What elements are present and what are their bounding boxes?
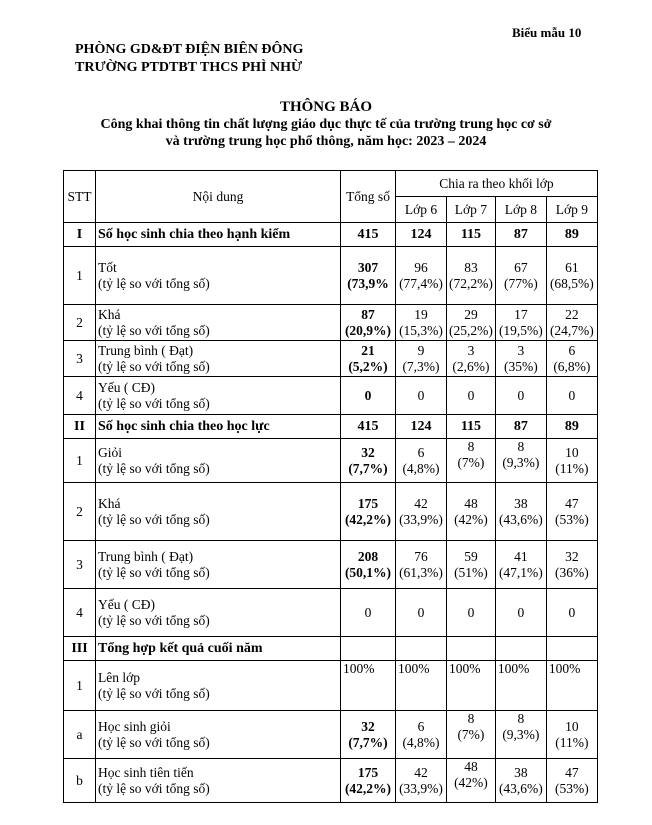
section-g8: 87	[495, 415, 546, 439]
table-row	[64, 377, 598, 415]
department-name: PHÒNG GD&ĐT ĐIỆN BIÊN ĐÔNG	[75, 42, 304, 57]
row-g7: 0	[447, 377, 496, 415]
header-row	[64, 171, 598, 197]
row-label	[96, 541, 341, 589]
g6-value: 9	[417, 342, 425, 358]
document-subtitle-line1: Công khai thông tin chất lượng giáo dục thực tế của trường trung học cơ sở	[100, 117, 552, 132]
row-g9	[546, 439, 597, 483]
row-g8	[495, 439, 546, 483]
ratio-note: (tỷ lệ so với tổng số)	[98, 275, 210, 291]
g8-value: 17	[514, 306, 528, 322]
ratio-note: (tỷ lệ so với tổng số)	[98, 511, 210, 527]
row-label-text: Yếu ( CĐ)	[98, 379, 155, 395]
row-stt: 3	[64, 541, 96, 589]
g6-pct: (4,8%)	[402, 460, 440, 476]
g7-value: 83	[464, 259, 478, 275]
row-g9	[546, 541, 597, 589]
row-g7	[447, 305, 496, 341]
row-g9: 0	[546, 589, 597, 637]
g6-value: 42	[414, 495, 428, 511]
g9-pct: (11%)	[555, 734, 589, 750]
g6-pct: (7,3%)	[402, 358, 440, 374]
row-total-pct: (42,2%)	[344, 511, 392, 527]
row-g8	[495, 541, 546, 589]
g6-value: 19	[414, 306, 428, 322]
header-content: Nội dung	[96, 171, 341, 223]
row-label-text: Học sinh tiên tiến	[98, 764, 194, 780]
row-g6	[396, 341, 447, 377]
g7-value: 59	[464, 548, 478, 564]
row-label-text: Trung bình ( Đạt)	[98, 342, 194, 358]
row-label-text: Yếu ( CĐ)	[98, 596, 155, 612]
row-g8	[495, 483, 546, 541]
row-label-text: Lên lớp	[98, 669, 141, 685]
g6-value: 42	[414, 764, 428, 780]
g9-value: 47	[565, 495, 579, 511]
g9-pct: (24,7%)	[549, 322, 594, 338]
ratio-note: (tỷ lệ so với tổng số)	[98, 564, 210, 580]
g8-value: 3	[517, 342, 525, 358]
row-label	[96, 439, 341, 483]
row-label	[96, 711, 341, 759]
quality-table	[63, 170, 598, 803]
g8-pct: (43,6%)	[498, 511, 543, 527]
ratio-note: (tỷ lệ so với tổng số)	[98, 322, 210, 338]
g8-pct: (77%)	[504, 275, 538, 291]
g9-pct: (36%)	[555, 564, 589, 580]
section-row	[64, 637, 598, 661]
g7-value: 8	[467, 711, 475, 726]
section-g7: 115	[447, 415, 496, 439]
row-total-pct: (50,1%)	[344, 564, 392, 580]
g7-pct: (7%)	[457, 455, 485, 470]
g7-value: 29	[464, 306, 478, 322]
g8-pct: (43,6%)	[498, 780, 543, 796]
g8-value: 8	[517, 439, 525, 454]
school-name: TRƯỜNG PTDTBT THCS PHÌ NHỪ	[75, 60, 303, 75]
section-g7	[447, 637, 496, 661]
section-stt: I	[64, 223, 96, 247]
header-grade-8: Lớp 8	[495, 197, 546, 223]
g6-pct: (77,4%)	[399, 275, 443, 291]
table-row	[64, 247, 598, 305]
form-number-label: Biểu mẫu 10	[512, 25, 582, 40]
ratio-note: (tỷ lệ so với tổng số)	[98, 395, 210, 411]
row-g7	[447, 247, 496, 305]
table-row	[64, 541, 598, 589]
g7-pct: (7%)	[457, 727, 485, 742]
row-g9	[546, 711, 597, 759]
g6-pct: (33,9%)	[399, 511, 443, 527]
g9-pct: (11%)	[555, 460, 589, 476]
row-g7	[447, 541, 496, 589]
row-g8	[495, 711, 546, 759]
row-total-value: 208	[357, 548, 379, 564]
row-total	[341, 439, 396, 483]
table-row	[64, 483, 598, 541]
row-g9	[546, 305, 597, 341]
g6-value: 6	[417, 444, 425, 460]
ratio-note: (tỷ lệ so với tổng số)	[98, 460, 210, 476]
g9-value: 47	[565, 764, 579, 780]
g6-value: 6	[417, 718, 425, 734]
g7-value: 48	[464, 495, 478, 511]
section-stt: II	[64, 415, 96, 439]
row-g8: 100%	[495, 661, 546, 711]
header-grade-7: Lớp 7	[447, 197, 496, 223]
g9-pct: (68,5%)	[549, 275, 594, 291]
row-label	[96, 661, 341, 711]
g8-pct: (9,3%)	[502, 727, 540, 742]
row-total-value: 32	[361, 718, 375, 734]
section-row	[64, 223, 598, 247]
row-total-value: 307	[357, 259, 379, 275]
row-g9	[546, 247, 597, 305]
g8-pct: (9,3%)	[502, 455, 540, 470]
g9-pct: (53%)	[555, 511, 589, 527]
row-total	[341, 483, 396, 541]
row-stt: 1	[64, 661, 96, 711]
row-total-pct: (7,7%)	[348, 734, 388, 750]
ratio-note: (tỷ lệ so với tổng số)	[98, 780, 210, 796]
row-g6	[396, 483, 447, 541]
table-row	[64, 305, 598, 341]
g7-pct: (25,2%)	[449, 322, 493, 338]
document-subtitle-line2: và trường trung học phổ thông, năm học: 2023 – 2024	[165, 134, 487, 149]
row-stt: b	[64, 759, 96, 803]
section-g6: 124	[396, 223, 447, 247]
row-stt: a	[64, 711, 96, 759]
row-g7	[447, 483, 496, 541]
row-g8: 0	[495, 377, 546, 415]
g9-value: 6	[568, 342, 576, 358]
g6-value: 96	[414, 259, 428, 275]
header-split: Chia ra theo khối lớp	[396, 171, 598, 197]
row-label-text: Trung bình ( Đạt)	[98, 548, 194, 564]
row-label	[96, 483, 341, 541]
row-g6: 100%	[396, 661, 447, 711]
row-g8	[495, 305, 546, 341]
row-g6	[396, 439, 447, 483]
row-g6	[396, 759, 447, 803]
g9-pct: (53%)	[555, 780, 589, 796]
row-total-pct: (5,2%)	[348, 358, 388, 374]
header-grade-6: Lớp 6	[396, 197, 447, 223]
g6-pct: (4,8%)	[402, 734, 440, 750]
g7-pct: (42%)	[454, 511, 488, 527]
row-total	[341, 341, 396, 377]
table-row	[64, 759, 598, 803]
ratio-note: (tỷ lệ so với tổng số)	[98, 734, 210, 750]
row-g6	[396, 711, 447, 759]
row-g7	[447, 439, 496, 483]
section-title: Tổng hợp kết quả cuối năm	[96, 637, 341, 661]
g6-pct: (15,3%)	[399, 322, 443, 338]
row-total	[341, 759, 396, 803]
g9-value: 22	[565, 306, 579, 322]
row-total: 0	[341, 377, 396, 415]
row-g8	[495, 341, 546, 377]
row-label	[96, 341, 341, 377]
row-g9	[546, 759, 597, 803]
g8-pct: (19,5%)	[498, 322, 543, 338]
g6-pct: (61,3%)	[399, 564, 443, 580]
row-total-value: 21	[361, 342, 375, 358]
table-row	[64, 661, 598, 711]
g7-pct: (2,6%)	[452, 358, 490, 374]
row-stt: 4	[64, 589, 96, 637]
row-stt: 1	[64, 439, 96, 483]
row-total-value: 175	[357, 495, 379, 511]
section-g6	[396, 637, 447, 661]
row-total: 0	[341, 589, 396, 637]
row-label	[96, 247, 341, 305]
row-g7: 100%	[447, 661, 496, 711]
section-g9: 89	[546, 415, 597, 439]
g7-pct: (51%)	[454, 564, 488, 580]
g8-pct: (47,1%)	[498, 564, 543, 580]
row-label	[96, 759, 341, 803]
g7-value: 48	[464, 759, 478, 774]
g8-value: 41	[514, 548, 528, 564]
row-stt: 1	[64, 247, 96, 305]
row-stt: 4	[64, 377, 96, 415]
section-stt: III	[64, 637, 96, 661]
header-grade-9: Lớp 9	[546, 197, 597, 223]
row-g6	[396, 541, 447, 589]
row-g8	[495, 247, 546, 305]
row-label	[96, 377, 341, 415]
row-total-value: 32	[361, 444, 375, 460]
g7-pct: (42%)	[454, 775, 488, 790]
table-row	[64, 711, 598, 759]
table-row	[64, 439, 598, 483]
g8-value: 38	[514, 495, 528, 511]
row-label-text: Khá	[98, 495, 121, 511]
row-label	[96, 589, 341, 637]
section-title: Số học sinh chia theo học lực	[96, 415, 341, 439]
g8-value: 8	[517, 711, 525, 726]
section-title: Số học sinh chia theo hạnh kiểm	[96, 223, 341, 247]
row-total-value: 175	[357, 764, 379, 780]
section-g8: 87	[495, 223, 546, 247]
g9-pct: (6,8%)	[553, 358, 591, 374]
row-g9: 100%	[546, 661, 597, 711]
g6-pct: (33,9%)	[399, 780, 443, 796]
g9-value: 10	[565, 718, 579, 734]
g6-value: 76	[414, 548, 428, 564]
g7-value: 8	[467, 439, 475, 454]
row-total: 100%	[341, 661, 396, 711]
row-g7	[447, 341, 496, 377]
ratio-note: (tỷ lệ so với tổng số)	[98, 612, 210, 628]
document-title: THÔNG BÁO	[279, 99, 373, 115]
row-g9	[546, 341, 597, 377]
row-stt: 2	[64, 305, 96, 341]
g7-value: 3	[467, 342, 475, 358]
row-stt: 3	[64, 341, 96, 377]
section-g8	[495, 637, 546, 661]
section-g7: 115	[447, 223, 496, 247]
row-g6	[396, 305, 447, 341]
row-stt: 2	[64, 483, 96, 541]
g8-pct: (35%)	[504, 358, 538, 374]
row-total	[341, 305, 396, 341]
row-total	[341, 541, 396, 589]
section-g9	[546, 637, 597, 661]
g7-pct: (72,2%)	[449, 275, 493, 291]
section-g6: 124	[396, 415, 447, 439]
row-g8	[495, 759, 546, 803]
header-total: Tổng số	[341, 171, 396, 223]
g8-value: 67	[514, 259, 528, 275]
table-row	[64, 589, 598, 637]
g8-value: 38	[514, 764, 528, 780]
row-label-text: Tốt	[98, 259, 117, 275]
section-total: 415	[341, 223, 396, 247]
row-g7	[447, 711, 496, 759]
row-label	[96, 305, 341, 341]
row-total	[341, 247, 396, 305]
section-total	[341, 637, 396, 661]
row-total-pct: (73,9%	[347, 275, 389, 291]
row-label-text: Học sinh giỏi	[98, 718, 171, 734]
row-total-pct: (42,2%)	[344, 780, 392, 796]
row-g8: 0	[495, 589, 546, 637]
row-label-text: Khá	[98, 306, 121, 322]
g9-value: 61	[565, 259, 579, 275]
section-total: 415	[341, 415, 396, 439]
row-total	[341, 711, 396, 759]
row-label-text: Giỏi	[98, 444, 123, 460]
ratio-note: (tỷ lệ so với tổng số)	[98, 358, 210, 374]
row-total-pct: (20,9%)	[344, 322, 392, 338]
section-g9: 89	[546, 223, 597, 247]
g9-value: 10	[565, 444, 579, 460]
row-g9: 0	[546, 377, 597, 415]
g9-value: 32	[565, 548, 579, 564]
row-total-value: 87	[361, 306, 375, 322]
header-stt: STT	[64, 171, 96, 223]
row-g7: 0	[447, 589, 496, 637]
row-g6: 0	[396, 589, 447, 637]
section-row	[64, 415, 598, 439]
row-g7	[447, 759, 496, 803]
row-g6: 0	[396, 377, 447, 415]
ratio-note: (tỷ lệ so với tổng số)	[98, 685, 210, 701]
table-row	[64, 341, 598, 377]
row-total-pct: (7,7%)	[348, 460, 388, 476]
row-g6	[396, 247, 447, 305]
row-g9	[546, 483, 597, 541]
